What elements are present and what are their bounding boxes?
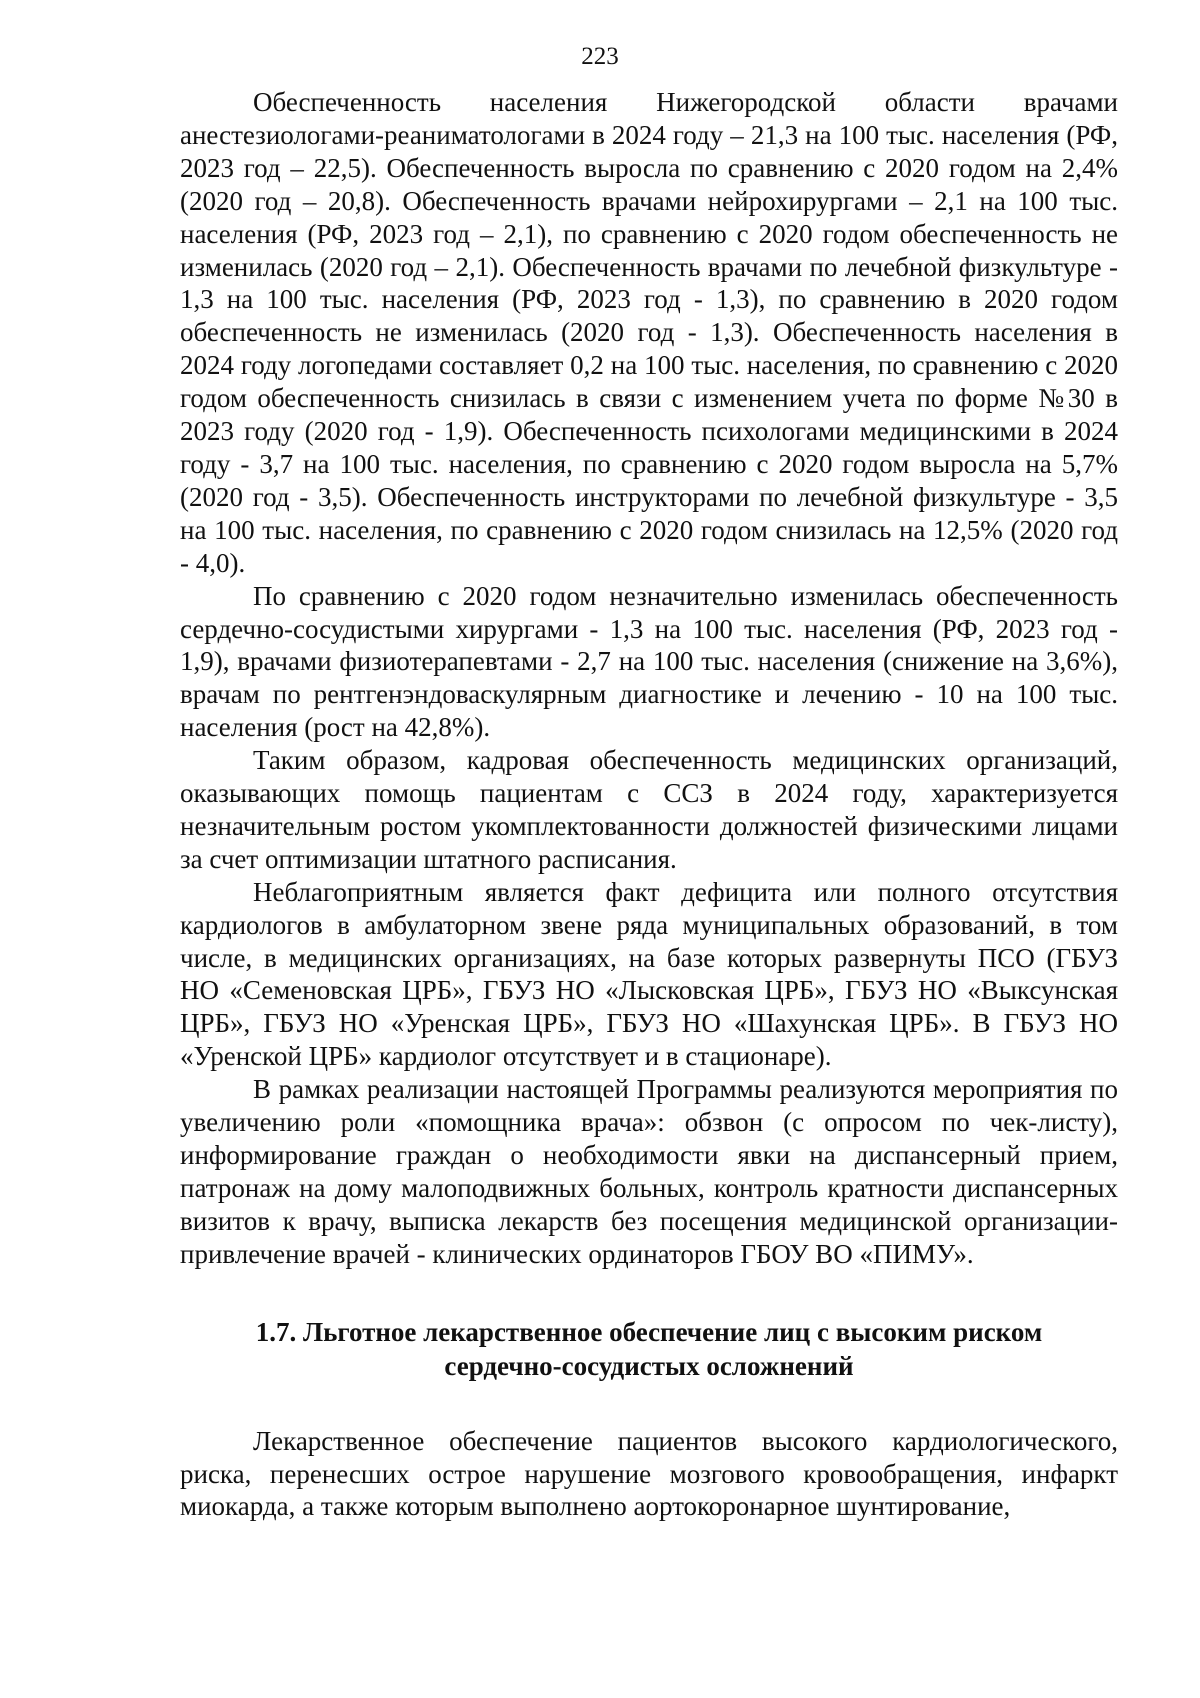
section-heading-line-2: сердечно-сосудистых осложнений (444, 1350, 854, 1381)
paragraph-surgeon-coverage: По сравнению с 2020 годом незначительно изменилась обеспеченность сердечно-сосудистыми хирургами - 1,3 на 100 тыс. населения (РФ, 2023 год - 1,9), врачами физиотерапевтами - 2,7 на 100 тыс. населения (снижение на 3,6%), врачам по рентгенэндоваскулярным диагностике и лечению - 10 на 100 тыс. населения (рост на 42,8%). (180, 580, 1118, 743)
section-heading-line-1: 1.7. Льготное лекарственное обеспечение лиц с высоким риском (255, 1316, 1043, 1347)
paragraph-doctor-assistant: В рамках реализации настоящей Программы реализуются мероприятия по увеличению роли «помощника врача»: обзвон (с опросом по чек-листу), информирование граждан о необходимости явки на диспансерный прием, патронаж на дому малоподвижных больных, контроль кратности диспансерных визитов к врачу, выписка лекарств без посещения медицинской организации-привлечение врачей - клинических ординаторов ГБОУ ВО «ПИМУ». (180, 1074, 1118, 1269)
section-heading (180, 1315, 1118, 1383)
paragraph-specialist-coverage: Обеспеченность населения Нижегородской области врачами анестезиологами-реаниматологами в 2024 году – 21,3 на 100 тыс. населения (РФ, 2023 год – 22,5). Обеспеченность выросла по сравнению с 2020 годом на 2,4% (2020 год – 20,8). Обеспеченность врачами нейрохирургами – 2,1 на 100 тыс. населения (РФ, 2023 год – 2,1), по сравнению с 2020 годом обеспеченность не изменилась (2020 год – 2,1). Обеспеченность врачами по лечебной физкультуре - 1,3 на 100 тыс. населения (РФ, 2023 год - 1,3), по сравнению в 2020 годом обеспеченность не изменилась (2020 год - 1,3). Обеспеченность населения в 2024 году логопедами составляет 0,2 на 100 тыс. населения, по сравнению с 2020 годом обеспеченность снизилась в связи с изменением учета по форме №30 в 2023 году (2020 год - 1,9). Обеспеченность психологами медицинскими в 2024 году - 3,7 на 100 тыс. населения, по сравнению с 2020 годом выросла на 5,7% (2020 год - 3,5). Обеспеченность инструкторами по лечебной физкультуре - 3,5 на 100 тыс. населения, по сравнению с 2020 годом снизилась на 12,5% (2020 год - 4,0). (180, 87, 1118, 578)
paragraph-cardiologist-deficit: Неблагоприятным является факт дефицита или полного отсутствия кардиологов в амбулаторном звене ряда муниципальных образований, в том числе, в медицинских организациях, на базе которых развернуты ПСО (ГБУЗ НО «Семеновская ЦРБ», ГБУЗ НО «Лысковская ЦРБ», ГБУЗ НО «Выксунская ЦРБ», ГБУЗ НО «Уренская ЦРБ», ГБУЗ НО «Шахунская ЦРБ». В ГБУЗ НО «Уренской ЦРБ» кардиолог отсутствует и в стационаре). (180, 876, 1118, 1072)
paragraph-staffing-summary: Таким образом, кадровая обеспеченность медицинских организаций, оказывающих помощь пациентам с ССЗ в 2024 году, характеризуется незначительным ростом укомплектованности должностей физическими лицами за счет оптимизации штатного расписания. (180, 745, 1118, 874)
paragraph-drug-provision: Лекарственное обеспечение пациентов высокого кардиологического, риска, перенесших острое нарушение мозгового кровообращения, инфаркт миокарда, а также которым выполнено аортокоронарное шунтирование, (180, 1425, 1118, 1522)
document-body (180, 86, 1118, 1523)
page-number: 223 (581, 43, 619, 70)
